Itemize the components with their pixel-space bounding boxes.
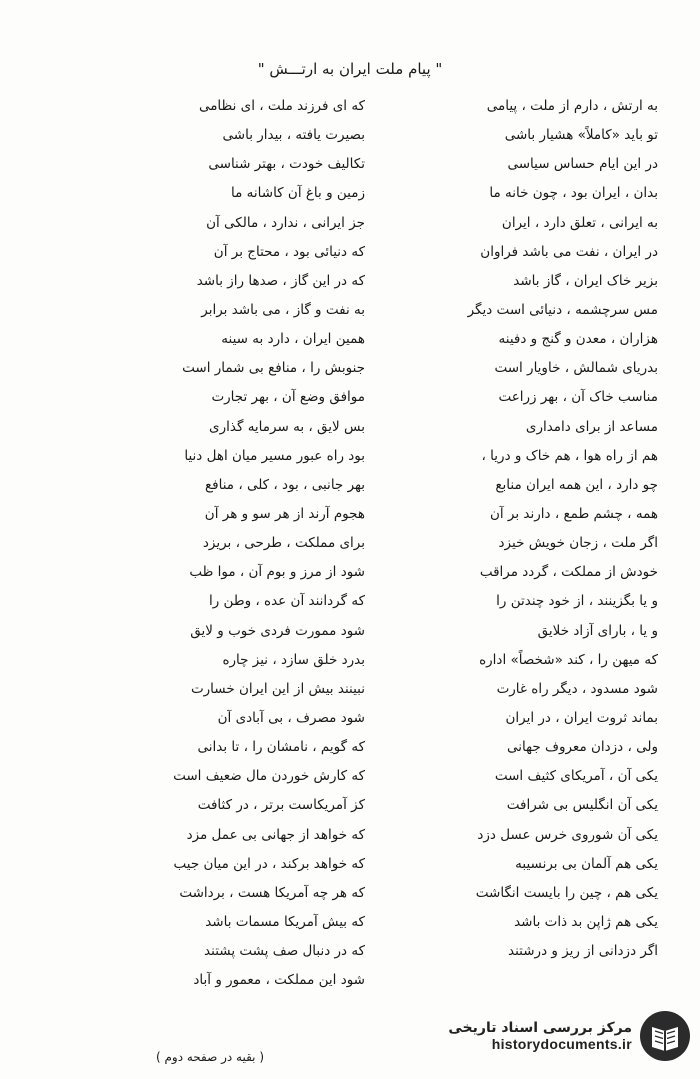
poem-line: یکی هم ژاپن بد ذات باشد	[514, 913, 658, 930]
poem-line: که در این گاز ، صدها راز باشد	[196, 272, 365, 289]
poem-line: که میهن را ، کند «شخصاً» اداره	[479, 651, 658, 668]
poem-line: مس سرچشمه ، دنیائی است دیگر	[467, 301, 658, 318]
poem-line: زمین و باغ آن کاشانه ما	[231, 185, 365, 202]
poem-line: اگر ملت ، زجان خویش خیزد	[498, 535, 658, 552]
poem-line: شود این مملکت ، معمور و آباد	[193, 972, 365, 989]
poem-line: تو باید «کاملاً» هشیار باشی	[504, 127, 658, 144]
watermark-text	[448, 1020, 632, 1052]
poem-line: که کارش خوردن مال ضعیف است	[173, 768, 365, 785]
poem-line: در این ایام حساس سیاسی	[507, 156, 658, 173]
poem-line: همین ایران ، دارد به سینه	[221, 331, 365, 348]
poem-line: نبینند بیش از این ایران خسارت	[190, 680, 365, 697]
poem-line: که ای فرزند ملت ، ای نظامی	[198, 98, 365, 114]
poem-line: که هر چه آمریکا هست ، برداشت	[179, 884, 365, 901]
poem-line: بدریای شمالش ، خاویار است	[494, 360, 658, 377]
poem-line: که بیش آمریکا مسمات باشد	[205, 913, 365, 930]
poem-line: مناسب خاک آن ، بهر زراعت	[498, 389, 658, 406]
poem-line: به نفت و گاز ، می باشد برابر	[201, 301, 365, 318]
poem-line: یکی هم ، چین را بایست انگاشت	[475, 884, 658, 901]
poem-line: که گویم ، نامشان را ، تا بدانی	[197, 739, 365, 756]
poem-line: تکالیف خودت ، بهتر شناسی	[208, 156, 365, 173]
poem-line: هزاران ، معدن و گنج و دفینه	[498, 331, 658, 348]
watermark-org-name: مرکز بررسی اسناد تاریخی	[448, 1020, 632, 1036]
poem-line: خودش از مملکت ، گردد مراقب	[479, 564, 658, 581]
poem-line: بدرد خلق سازد ، نیز چاره	[222, 651, 365, 668]
poem-line: بدان ، ایران بود ، چون خانه ما	[489, 185, 658, 202]
poem-line: شود از مرز و بوم آن ، موا ظب	[189, 564, 365, 581]
poem-line: که دنیائی بود ، محتاج بر آن	[213, 243, 365, 260]
poem-line: شود ممورت فردی خوب و لایق	[190, 622, 365, 639]
poem-line: بزیر خاک ایران ، گاز باشد	[513, 272, 658, 289]
poem-line: به ارتش ، دارم از ملت ، پیامی	[486, 98, 658, 114]
poem-line: جنوبش را ، منافع بی شمار است	[182, 360, 365, 377]
poem-line: بس لایق ، به سرمایه گذاری	[209, 418, 365, 435]
poem-line: مساعد از برای دامداری	[525, 418, 658, 435]
poem-line: برای مملکت ، طرحی ، بریزد	[202, 535, 365, 552]
poem-title: " پیام ملت ایران به ارتـــش "	[257, 60, 443, 78]
poem-line: یکی آن انگلیس بی شرافت	[506, 797, 658, 814]
archive-watermark	[448, 1009, 692, 1063]
poem-line: هجوم آرند از هر سو و هر آن	[204, 505, 365, 522]
poem-line: و یا بگزینند ، از خود چندتن را	[496, 593, 658, 610]
poem-line: یکی هم آلمان بی برنسیبه	[515, 855, 658, 872]
poem-line: به ایرانی ، تعلق دارد ، ایران	[501, 214, 658, 231]
poem-line: ولی ، دزدان معروف جهانی	[506, 739, 658, 756]
poem-line: چو دارد ، این همه ایران منابع	[495, 476, 658, 493]
poem-line: و یا ، بارای آزاد خلایق	[537, 622, 658, 639]
poem-line: بهر جانبی ، بود ، کلی ، منافع	[204, 476, 365, 493]
poem-line	[85, 995, 365, 1024]
poem-right-column	[388, 92, 658, 1025]
poem-left-column	[85, 92, 365, 1025]
poem-line: که خواهد از جهانی بی عمل مزد	[186, 826, 365, 843]
poem-line: یکی آن ، آمریکای کثیف است	[494, 768, 658, 785]
poem-line: که گردانند آن عده ، وطن را	[208, 593, 365, 610]
continued-note: ( بقیه در صفحه دوم )	[155, 1050, 265, 1064]
poem-line: موافق وضع آن ، بهر تجارت	[211, 389, 365, 406]
poem-line: هم از راه هوا ، هم خاک و دریا ،	[481, 447, 658, 464]
poem-line: بود راه عبور مسیر میان اهل دنیا	[184, 447, 365, 464]
poem-line: اگر دزدانی از ریز و درشتند	[508, 943, 658, 960]
poem-line: یکی آن شوروی خرس عسل دزد	[477, 826, 658, 843]
book-emblem-icon	[638, 1009, 692, 1063]
poem-line: که در دنبال صف پشت پشتند	[204, 943, 365, 960]
poem-line: شود مصرف ، بی آبادی آن	[217, 709, 365, 726]
poem-line: شود مسدود ، دیگر راه غارت	[496, 680, 658, 697]
poem-line: که خواهد برکند ، در این میان جیب	[173, 855, 365, 872]
poem-line: بصیرت یافته ، بیدار باشی	[222, 127, 365, 144]
poem-line: همه ، چشم طمع ، دارند بر آن	[489, 505, 658, 522]
poem-line: در ایران ، نفت می باشد فراوان	[480, 243, 658, 260]
poem-line: کز آمریکاست برتر ، در کثافت	[197, 797, 365, 814]
watermark-url: historydocuments.ir	[491, 1036, 632, 1052]
poem-line	[388, 966, 658, 995]
poem-line: جز ایرانی ، ندارد ، مالکی آن	[206, 214, 365, 231]
poem-line: بماند ثروت ایران ، در ایران	[505, 709, 658, 726]
